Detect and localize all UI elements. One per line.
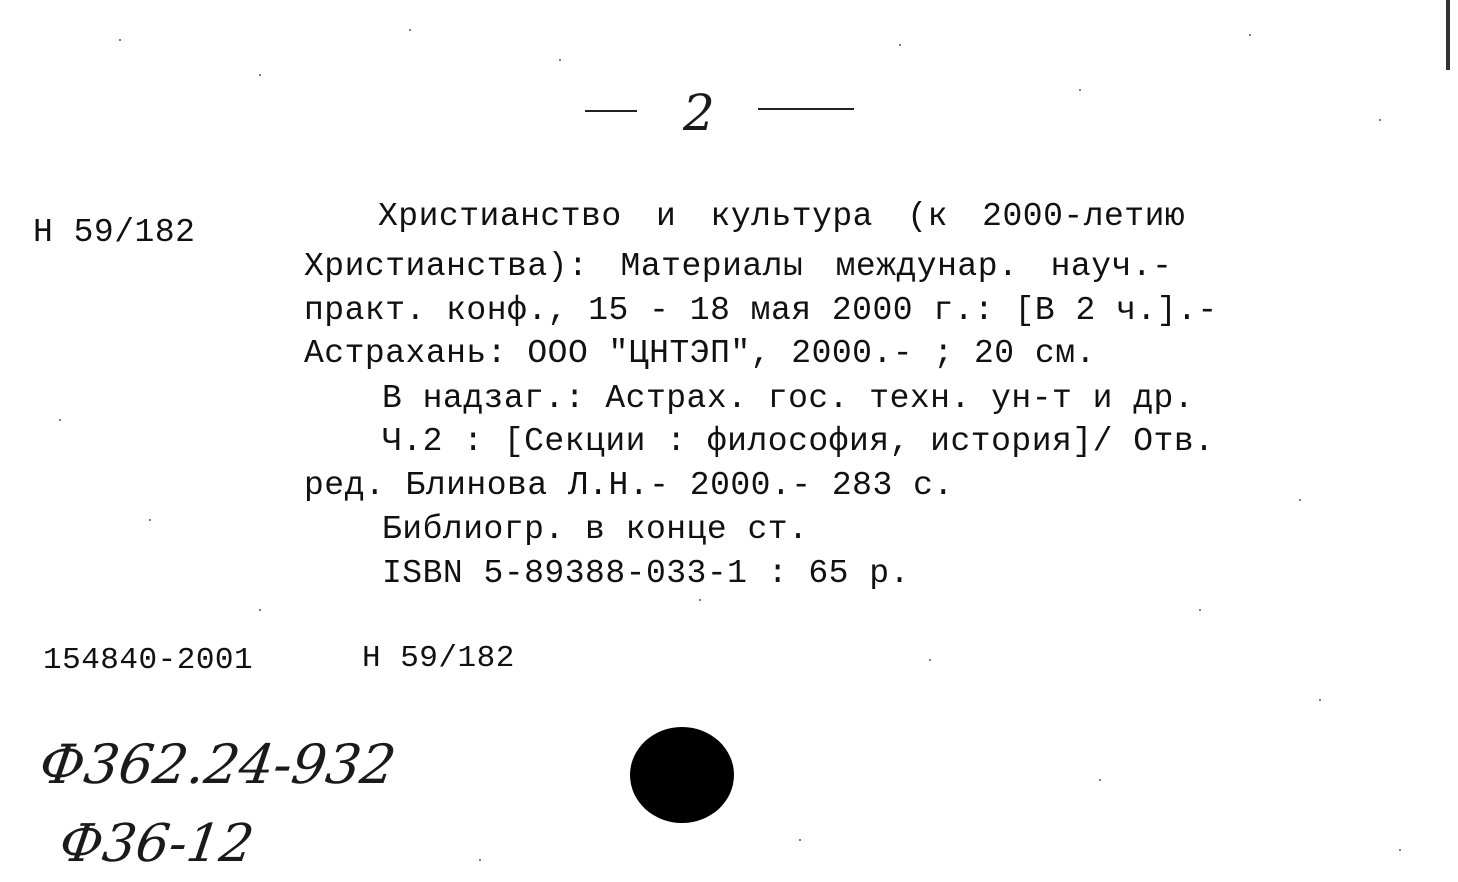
page-number: 2 — [683, 84, 715, 142]
punch-hole — [630, 727, 734, 823]
entry-publication-line: Астрахань: ООО "ЦНТЭП", 2000.- ; 20 см. — [304, 335, 1096, 372]
handwritten-code-2: Ф36-12 — [55, 814, 258, 874]
entry-note-line: В надзаг.: Астрах. гос. техн. ун-т и др. — [382, 380, 1195, 417]
footer-shelf-mark: Н 59/182 — [362, 641, 515, 676]
entry-part-line: Ч.2 : [Секции : философия, история]/ Отв. — [382, 423, 1215, 460]
handwritten-code-1: Ф362.24-932 — [35, 733, 400, 796]
entry-line-2: Христианства): Материалы междунар. науч.- — [304, 248, 1173, 285]
shelf-mark: Н 59/182 — [33, 214, 196, 251]
page-number-dash-right — [758, 108, 854, 110]
entry-bibliography-line: Библиогр. в конце ст. — [382, 511, 809, 548]
entry-line-3: практ. конф., 15 - 18 мая 2000 г.: [В 2 ч.].- — [304, 292, 1218, 329]
entry-isbn-line: ISBN 5-89388-033-1 : 65 р. — [382, 555, 910, 592]
entry-editor-line: ред. Блинова Л.Н.- 2000.- 283 с. — [304, 467, 954, 504]
page-number-dash-left — [585, 110, 637, 112]
entry-title-line: Христианство и культура (к 2000-летию — [378, 198, 1186, 235]
accession-number: 154840-2001 — [43, 643, 254, 678]
